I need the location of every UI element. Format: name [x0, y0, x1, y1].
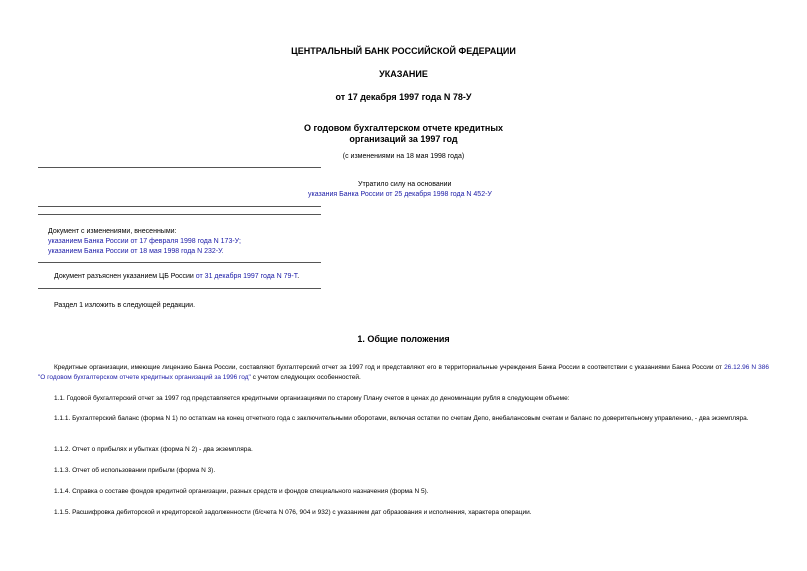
lost-force-link[interactable]: указания Банка России от 25 декабря 1998 года N 452-У	[308, 191, 492, 198]
section-note: Раздел 1 изложить в следующей редакции.	[54, 302, 196, 309]
paragraph-3: 1.1.1. Бухгалтерский баланс (форма N 1) по остаткам на конец отчетного года с заключительными оборотами, включая остатки по счетам Депо, внебалансовым счетам и баланс по доверительному управлению, - два экземпляра.	[54, 415, 749, 422]
paragraph-6: 1.1.4. Справка о составе фондов кредитной организации, разных средств и фондов специального назначения (форма N 5).	[54, 488, 429, 495]
divider	[38, 288, 321, 289]
paragraph-2: 1.1. Годовой бухгалтерский отчет за 1997 год представляется кредитными организациями по старому Плану счетов в ценах до деноминации рубля в следующем объеме:	[54, 395, 570, 402]
section-title: 1. Общие положения	[357, 334, 450, 344]
p1-link-decree[interactable]: 26.12.96 N 386	[724, 364, 770, 371]
p1-text-b: с учетом следующих особенностей.	[250, 374, 361, 381]
doc-title-line1: О годовом бухгалтерском отчете кредитных	[303, 123, 504, 133]
amend-note: (с изменениями на 18 мая 1998 года)	[342, 153, 465, 160]
doc-type: УКАЗАНИЕ	[379, 69, 428, 79]
doc-title-line2: организаций за 1997 год	[349, 134, 458, 144]
paragraph-7: 1.1.5. Расшифровка дебиторской и кредиторской задолженности (б/счета N 076, 904 и 932) с указанием дат образования и исполнения, характера операции.	[54, 509, 532, 516]
explained-suffix: .	[297, 273, 300, 280]
explained-prefix: Документ разъяснен указанием ЦБ России	[54, 273, 196, 280]
paragraph-4: 1.1.2. Отчет о прибылях и убытках (форма N 2) - два экземпляра.	[54, 446, 253, 453]
changes-link-2[interactable]: указанием Банка России от 18 мая 1998 года N 232-У.	[48, 248, 224, 255]
p1-text-a: Кредитные организации, имеющие лицензию Банка России, составляют бухгалтерский отчет за 1997 год и представляют его в территориальные учреждения Банка России в соответствии с указаниями Банка России от	[54, 364, 725, 371]
paragraph-5: 1.1.3. Отчет об использовании прибыли (форма N 3).	[54, 467, 216, 474]
explained-link[interactable]: от 31 декабря 1997 года N 79-Т	[195, 273, 298, 280]
paragraph-1	[38, 363, 769, 383]
org-name: ЦЕНТРАЛЬНЫЙ БАНК РОССИЙСКОЙ ФЕДЕРАЦИИ	[291, 46, 516, 56]
lost-force-label: Утратило силу на основании	[358, 181, 452, 188]
doc-date-number: от 17 декабря 1997 года N 78-У	[335, 92, 472, 102]
explained-note	[54, 273, 299, 280]
changes-label: Документ с изменениями, внесенными:	[48, 228, 177, 235]
changes-link-1[interactable]: указанием Банка России от 17 февраля 1998 года N 173-У;	[48, 238, 241, 245]
divider	[38, 214, 321, 215]
divider	[38, 262, 321, 263]
p1-link-title[interactable]: "О годовом бухгалтерском отчете кредитных организаций за 1996 год"	[38, 374, 251, 381]
divider	[38, 167, 321, 168]
divider	[38, 206, 321, 207]
